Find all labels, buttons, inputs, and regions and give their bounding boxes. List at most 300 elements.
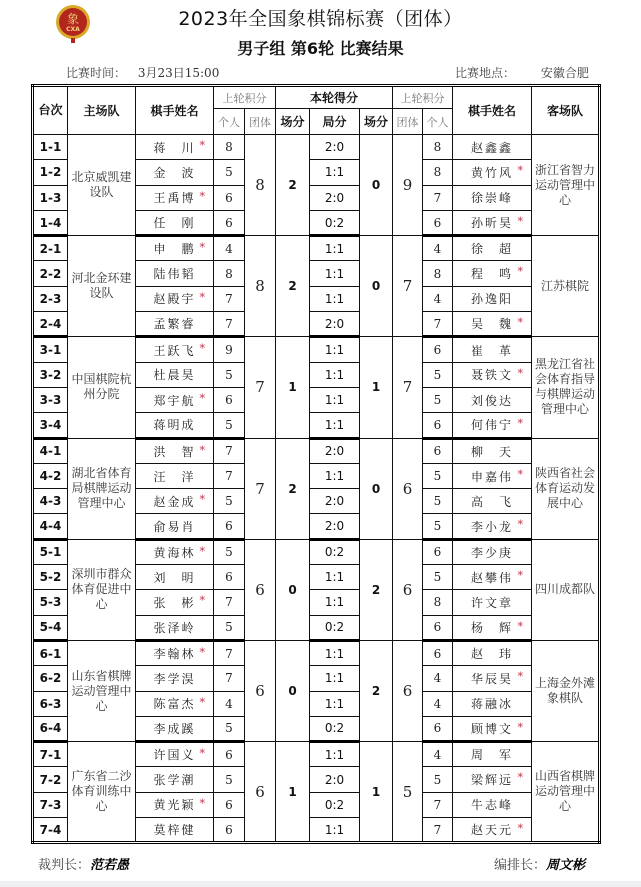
home-player <box>136 742 214 767</box>
away-team-points: 6 <box>393 640 423 741</box>
board-number: 1-4 <box>33 210 68 235</box>
asterisk-icon: * <box>199 139 207 152</box>
home-player <box>136 413 214 438</box>
home-team-points: 6 <box>245 640 276 741</box>
board-number: 2-3 <box>33 286 68 311</box>
board-number: 7-3 <box>33 792 68 817</box>
home-individual-points: 6 <box>214 387 245 412</box>
away-player <box>453 640 532 665</box>
header-away-individual: 个人 <box>423 109 453 135</box>
board-number: 6-2 <box>33 666 68 691</box>
home-individual-points: 4 <box>214 236 245 261</box>
home-player-name: 黄光颖 <box>153 798 196 813</box>
home-team-points: 6 <box>245 742 276 843</box>
home-individual-points: 7 <box>214 666 245 691</box>
away-player <box>453 160 532 185</box>
asterisk-icon: * <box>517 670 525 684</box>
away-individual-points: 6 <box>423 539 453 564</box>
away-individual-points: 5 <box>423 463 453 488</box>
away-player-name: 牛志峰 <box>470 798 513 813</box>
away-team: 上海金外滩象棋队 <box>532 640 600 741</box>
header-away-player: 棋手姓名 <box>453 86 532 135</box>
header-home-individual: 个人 <box>214 109 245 135</box>
home-player-name: 陆伟韬 <box>153 267 196 282</box>
away-individual-points: 6 <box>423 438 453 463</box>
away-team: 四川成都队 <box>532 539 600 640</box>
arbiter-name: 周文彬 <box>546 858 586 873</box>
asterisk-icon: * <box>517 771 525 785</box>
header-game-score: 局分 <box>310 109 360 135</box>
game-score: 2:0 <box>310 514 360 539</box>
home-player-name: 许国义 <box>153 748 196 763</box>
home-player-name: 赵殿宇 <box>153 292 196 307</box>
away-match-points: 0 <box>360 236 393 337</box>
home-match-points: 1 <box>276 742 310 843</box>
asterisk-icon: * <box>199 443 207 457</box>
asterisk-icon: * <box>517 164 525 178</box>
header-away-team-pts: 团体 <box>393 109 423 135</box>
home-individual-points: 7 <box>214 640 245 665</box>
board-number: 3-2 <box>33 362 68 387</box>
home-match-points: 2 <box>276 135 310 236</box>
home-player-name: 李成蹊 <box>153 721 196 736</box>
asterisk-icon: * <box>199 189 207 203</box>
home-player <box>136 640 214 665</box>
page-subtitle: 男子组 第6轮 比赛结果 <box>237 39 404 58</box>
table-row <box>33 135 600 160</box>
home-individual-points: 5 <box>214 489 245 514</box>
asterisk-icon: * <box>199 342 207 356</box>
away-individual-points: 5 <box>423 565 453 590</box>
home-individual-points: 7 <box>214 590 245 615</box>
home-individual-points: 6 <box>214 210 245 235</box>
arbiter <box>494 854 585 873</box>
match-place <box>455 64 589 81</box>
away-player-name: 周 军 <box>470 748 513 763</box>
away-individual-points: 6 <box>423 640 453 665</box>
away-individual-points: 4 <box>423 742 453 767</box>
game-score: 0:2 <box>310 210 360 235</box>
away-player-name: 崔 革 <box>470 343 513 358</box>
asterisk-icon: * <box>199 241 207 255</box>
arbiter-label: 编排长： <box>494 858 547 873</box>
away-individual-points: 4 <box>423 666 453 691</box>
home-player <box>136 818 214 843</box>
home-individual-points: 6 <box>214 742 245 767</box>
asterisk-icon: * <box>199 493 207 507</box>
board-number: 5-4 <box>33 615 68 640</box>
away-player <box>453 185 532 210</box>
home-player-name: 汪 洋 <box>153 469 196 484</box>
game-score: 1:1 <box>310 691 360 716</box>
home-player <box>136 463 214 488</box>
away-player-name: 蒋融冰 <box>470 697 513 712</box>
svg-text:CXA: CXA <box>66 26 80 33</box>
svg-text:象: 象 <box>66 12 80 26</box>
home-player <box>136 210 214 235</box>
home-player-name: 任 刚 <box>153 216 196 231</box>
away-player-name: 孙昕昊 <box>470 216 513 231</box>
home-individual-points: 5 <box>214 539 245 564</box>
away-player-name: 吴 魏 <box>470 317 513 332</box>
home-match-points: 0 <box>276 640 310 741</box>
home-team-points: 8 <box>245 135 276 236</box>
game-score: 1:1 <box>310 818 360 843</box>
away-individual-points: 8 <box>423 590 453 615</box>
home-individual-points: 5 <box>214 160 245 185</box>
table-row <box>33 742 600 767</box>
home-player <box>136 286 214 311</box>
away-player <box>453 337 532 362</box>
away-individual-points: 6 <box>423 716 453 741</box>
home-player <box>136 716 214 741</box>
away-match-points: 2 <box>360 539 393 640</box>
asterisk-icon: * <box>199 290 207 304</box>
home-player-name: 李学淏 <box>153 671 196 686</box>
match-time-label: 比赛时间： <box>66 66 127 80</box>
away-player <box>453 438 532 463</box>
home-player-name: 王禹博 <box>153 191 196 206</box>
home-individual-points: 5 <box>214 413 245 438</box>
chief-referee-label: 裁判长： <box>38 858 91 873</box>
home-player-name: 孟繁睿 <box>153 317 196 332</box>
away-player <box>453 362 532 387</box>
home-team: 河北金环建设队 <box>68 236 136 337</box>
away-player <box>453 792 532 817</box>
results-table <box>31 84 601 844</box>
home-player-name: 张学潮 <box>153 773 196 788</box>
asterisk-icon: * <box>199 695 207 709</box>
game-score: 1:1 <box>310 261 360 286</box>
away-player-name: 柳 天 <box>470 444 513 459</box>
board-number: 3-4 <box>33 413 68 438</box>
away-player <box>453 286 532 311</box>
home-player <box>136 691 214 716</box>
chief-referee-name: 范若愚 <box>90 858 130 873</box>
table-row <box>33 337 600 362</box>
away-player-name: 高 飞 <box>470 494 513 509</box>
board-number: 2-4 <box>33 312 68 337</box>
home-player <box>136 337 214 362</box>
home-player-name: 蒋明成 <box>153 418 196 433</box>
match-time-value: 3月23日15:00 <box>137 66 220 80</box>
away-individual-points: 7 <box>423 312 453 337</box>
away-individual-points: 7 <box>423 818 453 843</box>
away-individual-points: 8 <box>423 160 453 185</box>
asterisk-icon: * <box>517 569 525 583</box>
game-score: 2:0 <box>310 438 360 463</box>
away-player <box>453 666 532 691</box>
home-team: 深圳市群众体育促进中心 <box>68 539 136 640</box>
home-individual-points: 7 <box>214 438 245 463</box>
home-individual-points: 5 <box>214 767 245 792</box>
home-team-points: 6 <box>245 539 276 640</box>
asterisk-icon: * <box>199 391 207 405</box>
away-match-points: 1 <box>360 337 393 438</box>
away-individual-points: 7 <box>423 792 453 817</box>
away-player-name: 华辰昊 <box>470 671 513 686</box>
game-score: 0:2 <box>310 792 360 817</box>
game-score: 2:0 <box>310 312 360 337</box>
away-player-name: 杨 辉 <box>470 620 513 635</box>
home-player-name: 洪 智 <box>153 444 196 459</box>
away-match-points: 2 <box>360 640 393 741</box>
table-row <box>33 236 600 261</box>
game-score: 1:1 <box>310 160 360 185</box>
away-player-name: 徐 超 <box>470 242 513 257</box>
away-individual-points: 6 <box>423 337 453 362</box>
home-player-name: 俞易肖 <box>153 519 196 534</box>
home-individual-points: 6 <box>214 565 245 590</box>
away-player-name: 许文章 <box>470 595 513 610</box>
home-individual-points: 7 <box>214 463 245 488</box>
asterisk-icon: * <box>517 417 525 431</box>
home-player <box>136 792 214 817</box>
game-score: 2:0 <box>310 185 360 210</box>
header-away-prev-points: 上轮积分 <box>393 86 453 109</box>
asterisk-icon: * <box>199 747 207 761</box>
game-score: 1:1 <box>310 413 360 438</box>
away-individual-points: 4 <box>423 236 453 261</box>
asterisk-icon: * <box>199 544 207 558</box>
game-score: 2:0 <box>310 489 360 514</box>
away-match-points: 0 <box>360 135 393 236</box>
asterisk-icon: * <box>517 822 525 836</box>
away-team-points: 7 <box>393 236 423 337</box>
away-individual-points: 4 <box>423 691 453 716</box>
board-number: 3-1 <box>33 337 68 362</box>
board-number: 5-2 <box>33 565 68 590</box>
asterisk-icon: * <box>199 796 207 810</box>
away-player-name: 顾博文 <box>470 721 513 736</box>
asterisk-icon: * <box>517 518 525 532</box>
home-player-name: 蒋 川 <box>153 140 196 155</box>
home-player-name: 李翰林 <box>153 647 196 662</box>
away-player-name: 李少庚 <box>470 545 513 560</box>
away-match-points: 0 <box>360 438 393 539</box>
home-team-points: 7 <box>245 438 276 539</box>
header-round-score: 本轮得分 <box>276 86 393 109</box>
home-player-name: 王跃飞 <box>153 343 196 358</box>
away-player-name: 赵攀伟 <box>470 570 513 585</box>
board-number: 6-4 <box>33 716 68 741</box>
board-number: 1-2 <box>33 160 68 185</box>
home-player <box>136 135 214 160</box>
board-number: 5-3 <box>33 590 68 615</box>
away-individual-points: 5 <box>423 387 453 412</box>
away-player <box>453 413 532 438</box>
asterisk-icon: * <box>517 316 525 330</box>
board-number: 7-1 <box>33 742 68 767</box>
home-team: 湖北省体育局棋牌运动管理中心 <box>68 438 136 539</box>
home-player-name: 赵金成 <box>153 494 196 509</box>
home-player-name: 黄海林 <box>153 545 196 560</box>
home-team: 山东省棋牌运动管理中心 <box>68 640 136 741</box>
away-individual-points: 7 <box>423 185 453 210</box>
game-score: 1:1 <box>310 666 360 691</box>
game-score: 0:2 <box>310 716 360 741</box>
header-home-team: 主场队 <box>68 86 136 135</box>
home-player <box>136 160 214 185</box>
away-player <box>453 742 532 767</box>
match-place-label: 比赛地点： <box>455 66 516 80</box>
home-individual-points: 6 <box>214 792 245 817</box>
away-team-points: 6 <box>393 438 423 539</box>
header-home-prev-points: 上轮积分 <box>214 86 276 109</box>
game-score: 1:1 <box>310 387 360 412</box>
home-player <box>136 387 214 412</box>
away-player <box>453 615 532 640</box>
home-team: 中国棋院杭州分院 <box>68 337 136 438</box>
board-number: 4-4 <box>33 514 68 539</box>
asterisk-icon: * <box>517 619 525 633</box>
home-player <box>136 565 214 590</box>
home-player <box>136 539 214 564</box>
board-number: 3-3 <box>33 387 68 412</box>
home-match-points: 0 <box>276 539 310 640</box>
board-number: 4-1 <box>33 438 68 463</box>
game-score: 0:2 <box>310 615 360 640</box>
home-player <box>136 767 214 792</box>
game-score: 1:1 <box>310 565 360 590</box>
header-home-team-pts: 团体 <box>245 109 276 135</box>
game-score: 0:2 <box>310 539 360 564</box>
home-player-name: 杜晨昊 <box>153 368 196 383</box>
home-player-name: 莫梓健 <box>153 823 196 838</box>
away-player-name: 聂铁文 <box>470 368 513 383</box>
home-match-points: 2 <box>276 236 310 337</box>
game-score: 2:0 <box>310 767 360 792</box>
home-team: 北京威凯建设队 <box>68 135 136 236</box>
away-individual-points: 5 <box>423 362 453 387</box>
board-number: 4-3 <box>33 489 68 514</box>
game-score: 1:1 <box>310 640 360 665</box>
home-individual-points: 6 <box>214 818 245 843</box>
away-player <box>453 312 532 337</box>
board-number: 2-1 <box>33 236 68 261</box>
match-place-value: 安徽合肥 <box>540 66 589 80</box>
away-team: 陕西省社会体育运动发展中心 <box>532 438 600 539</box>
away-player-name: 赵鑫鑫 <box>470 140 513 155</box>
home-player <box>136 312 214 337</box>
away-player-name: 徐崇峰 <box>470 191 513 206</box>
home-individual-points: 7 <box>214 286 245 311</box>
away-player-name: 程 鸣 <box>470 267 513 282</box>
away-player-name: 梁辉远 <box>470 773 513 788</box>
board-number: 6-1 <box>33 640 68 665</box>
board-number: 6-3 <box>33 691 68 716</box>
home-match-points: 2 <box>276 438 310 539</box>
header-home-player: 棋手姓名 <box>136 86 214 135</box>
bottom-bar <box>0 881 641 887</box>
home-player-name: 张泽岭 <box>153 620 196 635</box>
asterisk-icon: * <box>517 366 525 380</box>
game-score: 2:0 <box>310 135 360 160</box>
away-team: 山西省棋牌运动管理中心 <box>532 742 600 843</box>
away-team-points: 6 <box>393 539 423 640</box>
home-player <box>136 514 214 539</box>
away-player <box>453 565 532 590</box>
home-team: 广东省二沙体育训练中心 <box>68 742 136 843</box>
home-individual-points: 5 <box>214 615 245 640</box>
results-body <box>33 135 600 843</box>
away-player-name: 黄竹风 <box>470 165 513 180</box>
home-team-points: 8 <box>245 236 276 337</box>
table-row <box>33 640 600 665</box>
game-score: 1:1 <box>310 463 360 488</box>
page-title: 2023年全国象棋锦标赛（团体） <box>178 8 463 30</box>
away-player <box>453 489 532 514</box>
home-player-name: 金 波 <box>153 165 196 180</box>
away-player-name: 赵 玮 <box>470 647 513 662</box>
home-player <box>136 590 214 615</box>
home-player <box>136 261 214 286</box>
game-score: 1:1 <box>310 742 360 767</box>
away-team: 黑龙江省社会体育指导与棋牌运动管理中心 <box>532 337 600 438</box>
away-individual-points: 8 <box>423 261 453 286</box>
away-player <box>453 135 532 160</box>
away-player-name: 孙逸阳 <box>470 292 513 307</box>
board-number: 2-2 <box>33 261 68 286</box>
table-row <box>33 438 600 463</box>
away-player <box>453 818 532 843</box>
asterisk-icon: * <box>517 467 525 481</box>
home-player <box>136 236 214 261</box>
board-number: 4-2 <box>33 463 68 488</box>
board-number: 7-4 <box>33 818 68 843</box>
away-player-name: 赵天元 <box>470 823 513 838</box>
away-individual-points: 6 <box>423 615 453 640</box>
game-score: 1:1 <box>310 337 360 362</box>
away-team: 浙江省智力运动管理中心 <box>532 135 600 236</box>
home-player-name: 申 鹏 <box>153 242 196 257</box>
away-player <box>453 716 532 741</box>
away-team: 江苏棋院 <box>532 236 600 337</box>
header-away-match-points: 场分 <box>360 109 393 135</box>
away-player-name: 李小龙 <box>470 519 513 534</box>
home-player <box>136 666 214 691</box>
home-individual-points: 6 <box>214 514 245 539</box>
away-individual-points: 6 <box>423 413 453 438</box>
away-player-name: 申嘉伟 <box>470 469 513 484</box>
home-individual-points: 4 <box>214 691 245 716</box>
game-score: 1:1 <box>310 590 360 615</box>
away-team-points: 7 <box>393 337 423 438</box>
home-match-points: 1 <box>276 337 310 438</box>
home-individual-points: 8 <box>214 135 245 160</box>
away-individual-points: 8 <box>423 135 453 160</box>
away-player <box>453 590 532 615</box>
asterisk-icon: * <box>517 720 525 734</box>
home-individual-points: 9 <box>214 337 245 362</box>
away-player <box>453 236 532 261</box>
away-individual-points: 6 <box>423 210 453 235</box>
away-player <box>453 767 532 792</box>
away-player-name: 刘俊达 <box>470 393 513 408</box>
home-individual-points: 8 <box>214 261 245 286</box>
chief-referee <box>38 854 129 873</box>
home-team-points: 7 <box>245 337 276 438</box>
home-player-name: 刘 明 <box>153 570 196 585</box>
home-player-name: 张 彬 <box>153 595 196 610</box>
home-player <box>136 489 214 514</box>
home-individual-points: 5 <box>214 716 245 741</box>
board-number: 5-1 <box>33 539 68 564</box>
board-number: 1-1 <box>33 135 68 160</box>
home-player <box>136 615 214 640</box>
asterisk-icon: * <box>199 645 207 659</box>
away-player <box>453 261 532 286</box>
